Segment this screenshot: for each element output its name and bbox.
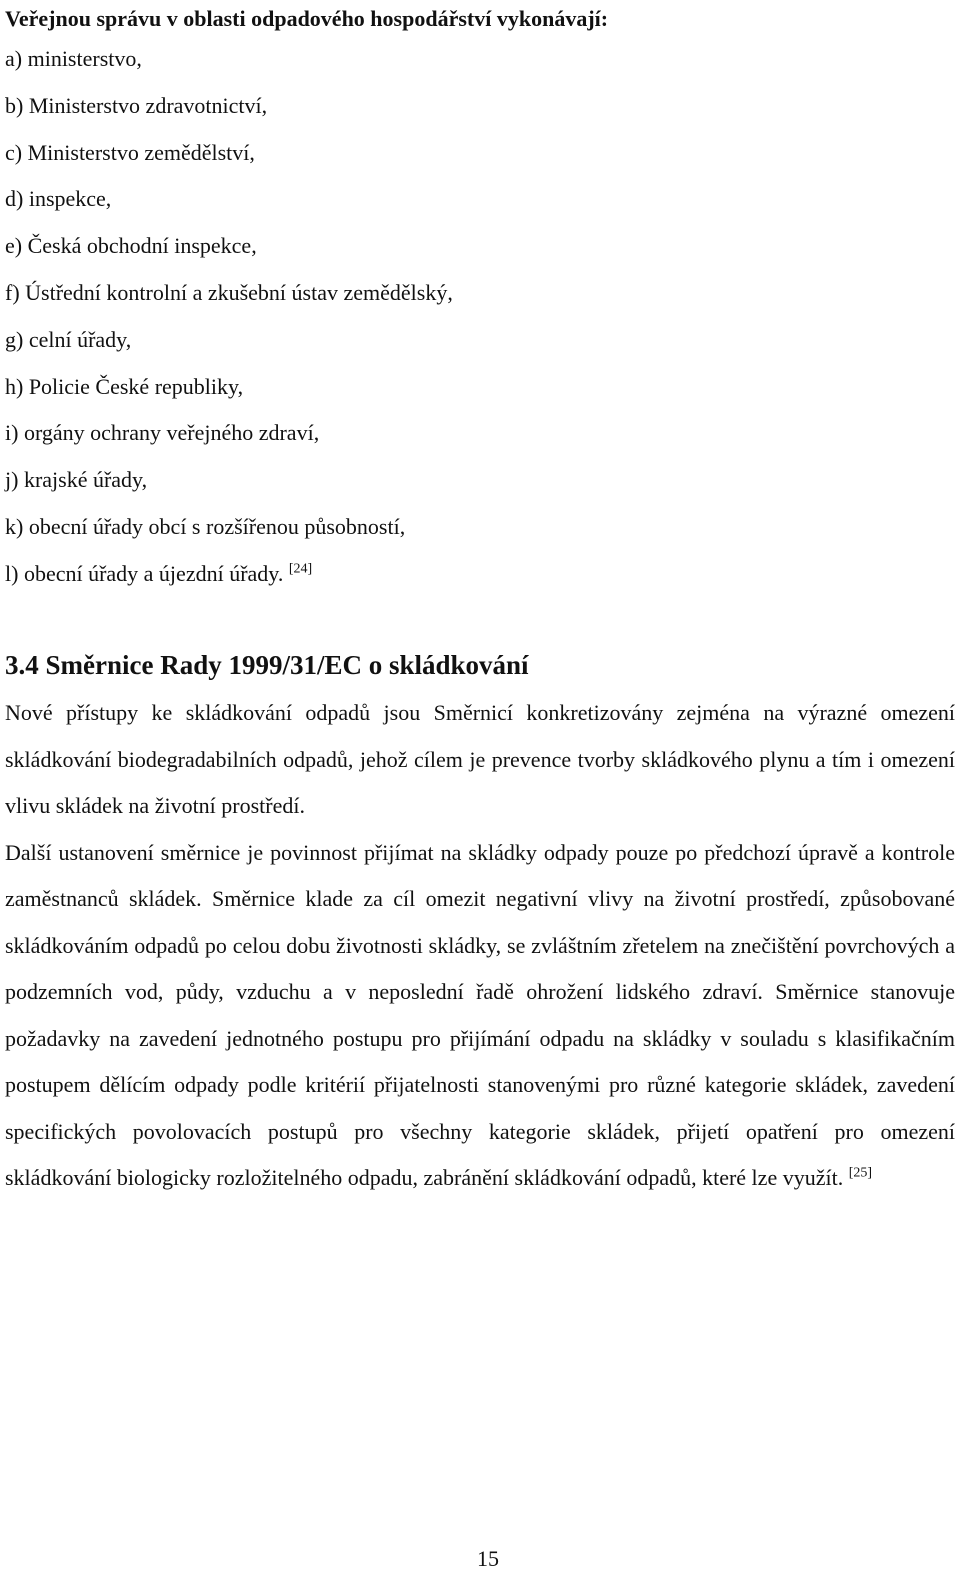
list-item: b) Ministerstvo zdravotnictví, [5, 92, 268, 118]
section-title: 3.4 Směrnice Rady 1999/31/EC o skládkování [5, 650, 529, 680]
list-item-text: l) obecní úřady a újezdní úřady. [5, 560, 284, 586]
citation-25: [25] [848, 1165, 873, 1181]
list-item: f) Ústřední kontrolní a zkušební ústav zemědělský, [5, 279, 453, 305]
list-item: e) Česká obchodní inspekce, [5, 233, 257, 259]
list-item: d) inspekce, [5, 186, 112, 212]
page-number: 15 [477, 1546, 499, 1571]
list-item: i) orgány ochrany veřejného zdraví, [5, 420, 320, 446]
list-item: j) krajské úřady, [5, 467, 148, 493]
list-item-last [5, 559, 453, 589]
citation-24: [24] [288, 561, 313, 577]
list-item: c) Ministerstvo zemědělství, [5, 139, 255, 165]
intro-heading: Veřejnou správu v oblasti odpadového hospodářství vykonávají: [5, 6, 609, 31]
list-item: k) obecní úřady obcí s rozšířenou působností, [5, 513, 406, 539]
list-item: a) ministerstvo, [5, 46, 142, 71]
paragraph-2 [5, 830, 955, 1202]
paragraph-1: Nové přístupy ke skládkování odpadů jsou Směrnicí konkretizovány zejména na výrazné omezení skládkování biodegradabilních odpadů, jehož cílem je prevence tvorby skládkového plynu a tím i omezení vlivu skládek na životní prostředí. [5, 700, 955, 818]
section-body [5, 690, 955, 1202]
list-item: g) celní úřady, [5, 326, 132, 352]
list-item: h) Policie České republiky, [5, 373, 244, 399]
paragraph-2-text: Další ustanovení směrnice je povinnost přijímat na skládky odpady pouze po předchozí úpravě a kontrole zaměstnanců skládek. Směrnice klade za cíl omezit negativní vlivy na životní prostředí, způsobované skládkováním odpadů po celou dobu životnosti skládky, se zvláštním zřetelem na znečištění povrchových a podzemních vod, půdy, vzduchu a v neposlední řadě ohrožení lidského zdraví. Směrnice stanovuje požadavky na zavedení jednotného postupu pro přijímání odpadu na skládky v souladu s klasifikačním postupem dělícím odpady podle kritérií přijatelnosti stanovenými pro různé kategorie skládek, zavedení specifických povolovacích postupů pro všechny kategorie skládek, přijetí opatření pro omezení skládkování biologicky rozložitelného odpadu, zabránění skládkování odpadů, které lze využít. [5, 839, 955, 1190]
authority-list [5, 44, 453, 606]
